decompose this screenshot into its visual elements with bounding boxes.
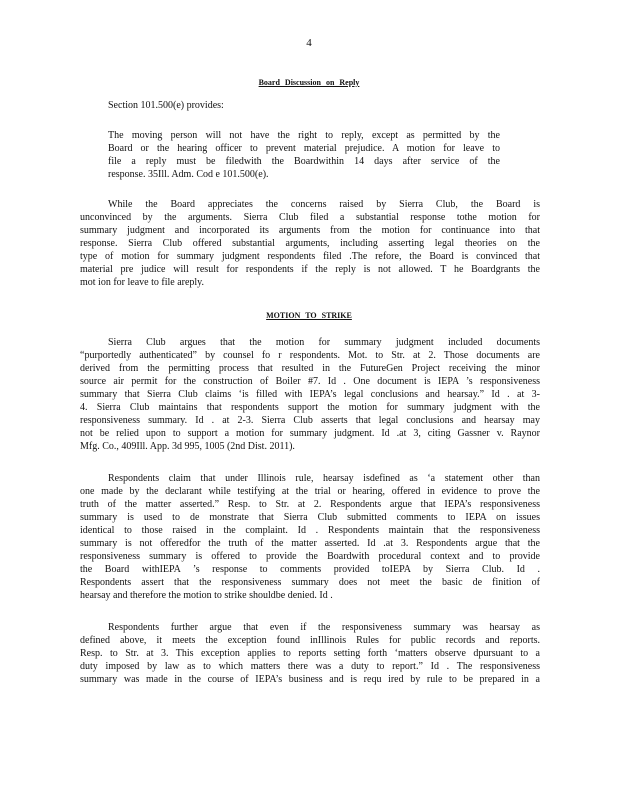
paragraph-line: unconvinced by the arguments. Sierra Club filed a substantial response tothe motion for bbox=[80, 212, 540, 223]
paragraph-line: mot ion for leave to file areply. bbox=[80, 277, 205, 288]
paragraph-line: Respondents assert that the responsiveness summary does not meet the basic de finition of bbox=[80, 577, 540, 588]
paragraph-line: While the Board appreciates the concerns raised by Sierra Club, the Board is bbox=[108, 199, 540, 210]
quote-line: response. 35Ill. Adm. Cod e 101.500(e). bbox=[108, 169, 269, 180]
heading-motion-to-strike: MOTION TO STRIKE bbox=[266, 311, 352, 320]
quote-line: The moving person will not have the right to reply, except as permitted by the bbox=[108, 130, 500, 141]
paragraph-line: response. Sierra Club offered substantial arguments, including asserting legal theories on the bbox=[80, 238, 540, 249]
paragraph-line: summary judgment and incorporated its arguments from the motion for continuance into that bbox=[80, 225, 540, 236]
paragraph-line: 4. Sierra Club maintains that respondents support the motion for summary judgment with the bbox=[80, 402, 540, 413]
heading-board-discussion-on-reply: Board Discussion on Reply bbox=[258, 78, 360, 87]
quote-line: file a reply must be filedwith the Boardwithin 14 days after service of the bbox=[108, 156, 500, 167]
paragraph-line: material pre judice will result for respondents if the reply is not allowed. T he Boardgrants the bbox=[80, 264, 540, 275]
paragraph-line: source air permit for the construction of Boiler #7. Id . One document is IEPA ’s responsiveness bbox=[80, 376, 540, 387]
paragraph-line: derived from the permitting process that resulted in the FutureGen Project receiving the minor bbox=[80, 363, 540, 374]
paragraph-line: type of motion for summary judgment respondents filed .The refore, the Board is convinced that bbox=[80, 251, 540, 262]
paragraph-line: “purportedly authenticated” by counsel fo r respondents. Mot. to Str. at 2. Those documents are bbox=[80, 350, 540, 361]
paragraph-line: summary was made in the course of IEPA’s business and is requ ired by rule to be prepared in a bbox=[80, 674, 540, 685]
paragraph-line: one made by the declarant while testifying at the trial or hearing, offered in evidence to prove the bbox=[80, 486, 540, 497]
paragraph-line: hearsay and therefore the motion to strike shouldbe denied. Id . bbox=[80, 590, 333, 601]
paragraph-line: not be relied upon to support a motion for summary judgment. Id .at 3, citing Gassner v. Raynor bbox=[80, 428, 540, 439]
page-number: 4 bbox=[306, 37, 312, 49]
paragraph-line: responsiveness summary is offered to provide the Boardwith procedural context and to provide bbox=[80, 551, 540, 562]
paragraph-line: summary that Sierra Club claims ‘is filled with IEPA’s legal conclusions and hearsay.” Id . at 3- bbox=[80, 389, 540, 400]
paragraph-line: Respondents further argue that even if the responsiveness summary was hearsay as bbox=[108, 622, 540, 633]
paragraph-line: Resp. to Str. at 3. This exception applies to reports setting forth ‘matters observe dpursuant to a bbox=[80, 648, 540, 659]
quote-line: Board or the hearing officer to prevent material prejudice. A motion for leave to bbox=[108, 143, 500, 154]
paragraph-line: defined above, it meets the exception found inIllinois Rules for public records and reports. bbox=[80, 635, 540, 646]
paragraph-line: responsiveness summary. Id . at 2-3. Sierra Club asserts that legal conclusions and hearsay may bbox=[80, 415, 540, 426]
paragraph-line: summary is used to de monstrate that Sierra Club submitted comments to IEPA on issues bbox=[80, 512, 540, 523]
paragraph-line: truth of the matter asserted.” Resp. to Str. at 2. Respondents argue that IEPA’s responsiveness bbox=[80, 499, 540, 510]
paragraph-line: summary is not offeredfor the truth of the matter asserted. Id .at 3. Respondents argue that the bbox=[80, 538, 540, 549]
paragraph-line: identical to those raised in the complaint. Id . Respondents maintain that the responsiveness bbox=[80, 525, 540, 536]
paragraph-line: Respondents claim that under Illinois rule, hearsay isdefined as ‘a statement other than bbox=[108, 473, 540, 484]
paragraph-line: duty imposed by law as to which matters there was a duty to report.” Id . The responsiveness bbox=[80, 661, 540, 672]
paragraph-line: Sierra Club argues that the motion for summary judgment included documents bbox=[108, 337, 540, 348]
paragraph-line: the Board withIEPA ’s response to comments provided toIEPA by Sierra Club. Id . bbox=[80, 564, 540, 575]
section-intro: Section 101.500(e) provides: bbox=[108, 100, 224, 111]
paragraph-line: Mfg. Co., 409Ill. App. 3d 995, 1005 (2nd Dist. 2011). bbox=[80, 441, 295, 452]
